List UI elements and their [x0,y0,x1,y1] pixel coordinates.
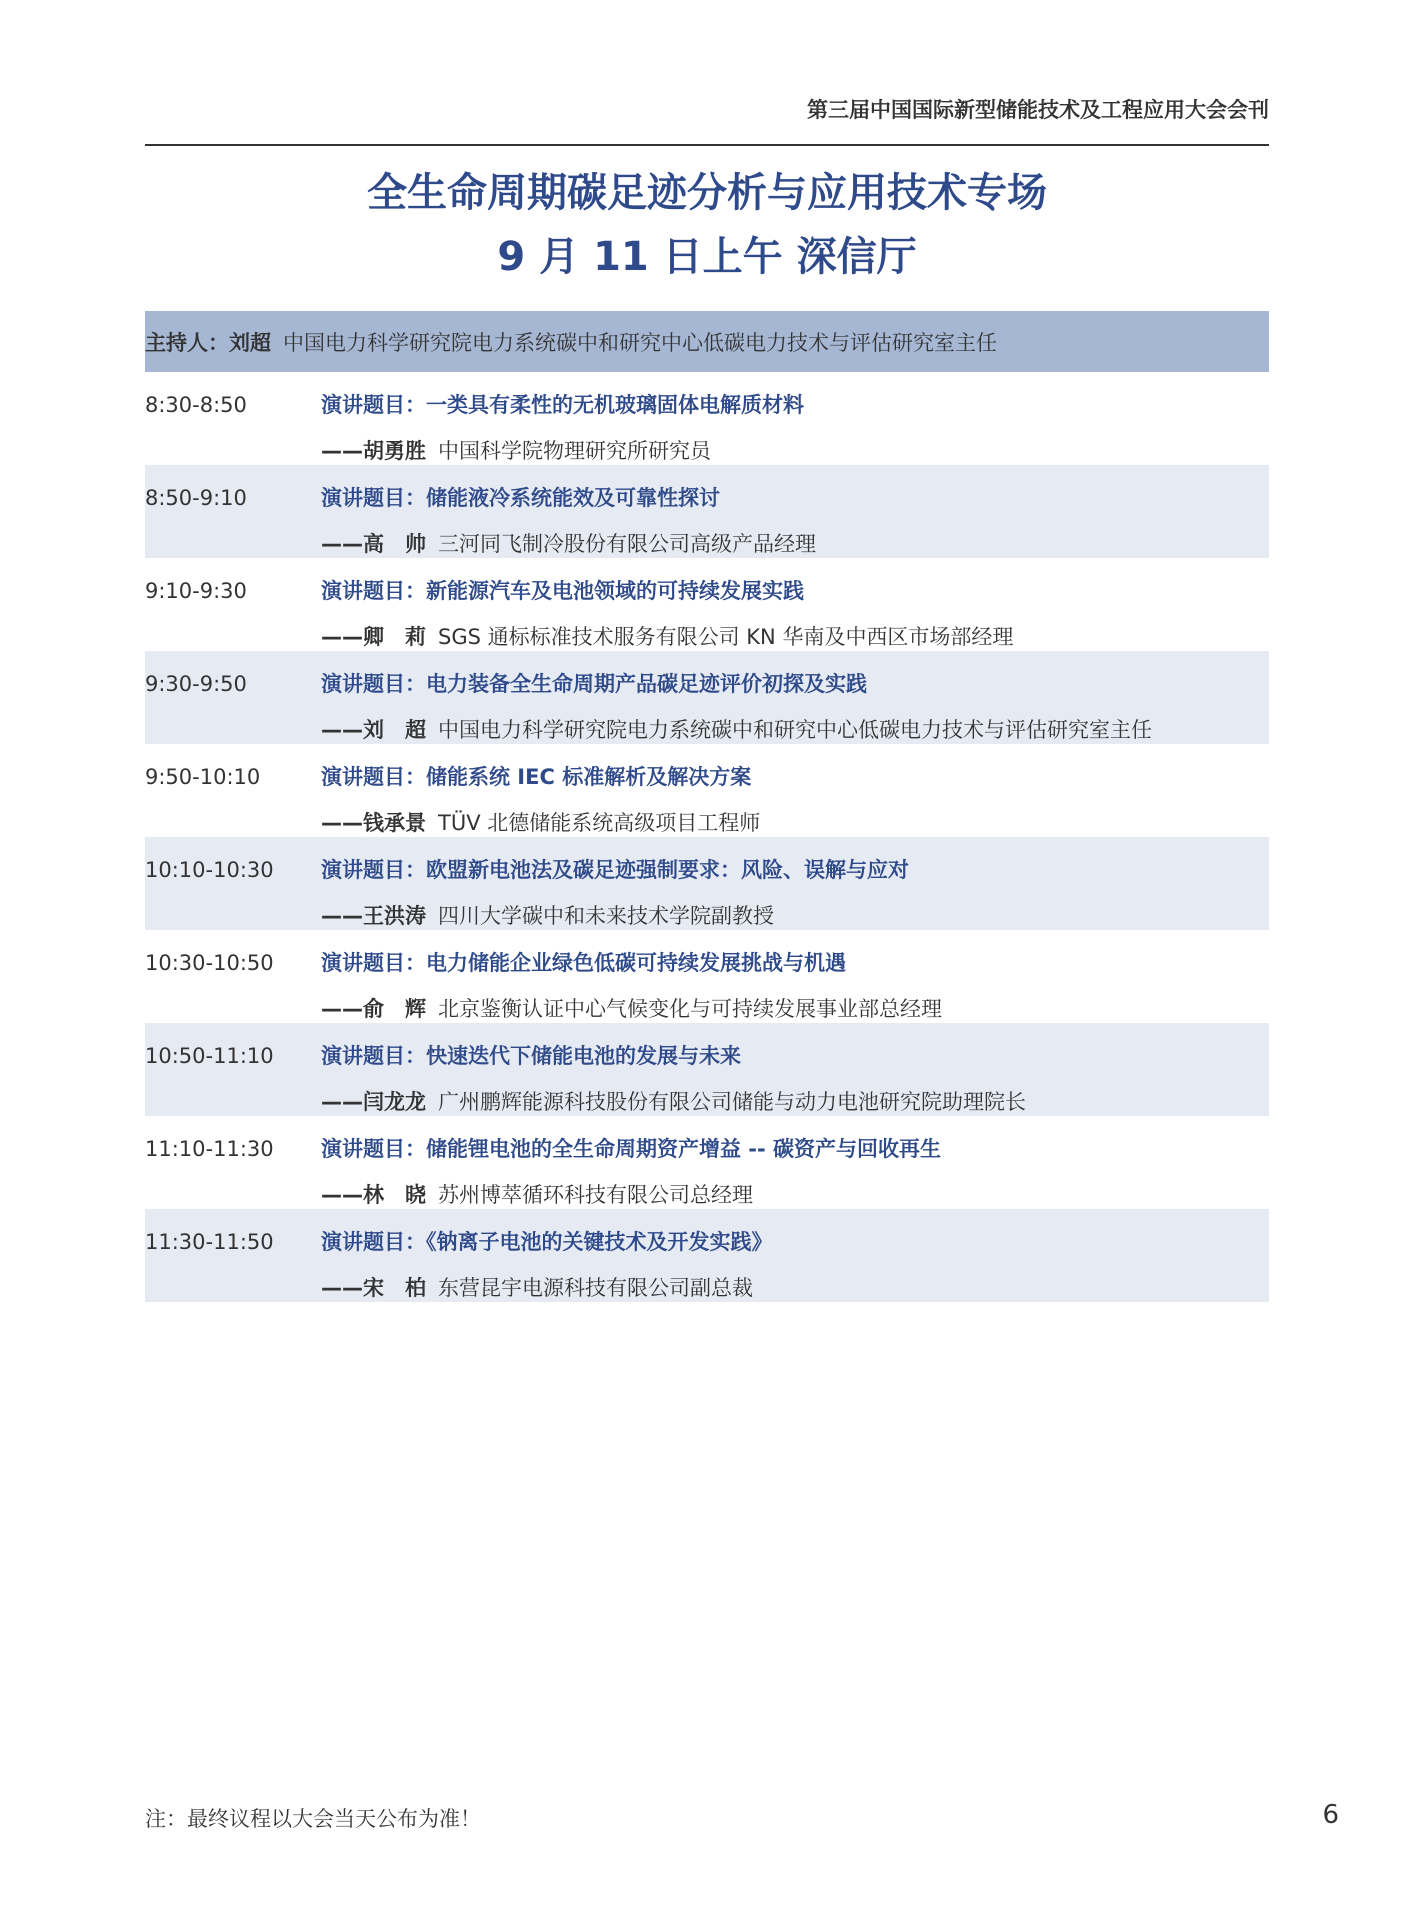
session-row [145,744,1269,837]
speaker-dash: —— [321,997,363,1021]
session-time: 9:10-9:30 [145,579,247,603]
speaker-name: 宋 柏 [363,1276,426,1300]
speaker-affiliation: 北京鉴衡认证中心气候变化与可持续发展事业部总经理 [438,997,942,1021]
session-time: 11:10-11:30 [145,1137,274,1161]
session-time: 10:10-10:30 [145,858,274,882]
speaker-name: 俞 辉 [363,997,426,1021]
session-topic: 演讲题目：快速迭代下储能电池的发展与未来 [321,1044,741,1068]
speaker-dash: —— [321,532,363,556]
speaker-affiliation: 四川大学碳中和未来技术学院副教授 [438,904,774,928]
session-topic: 演讲题目：一类具有柔性的无机玻璃固体电解质材料 [321,393,804,417]
session-row [145,1023,1269,1116]
session-speaker [321,624,1013,650]
session-speaker [321,438,711,464]
speaker-name: 高 帅 [363,532,426,556]
speaker-affiliation: SGS 通标标准技术服务有限公司 KN 华南及中西区市场部经理 [438,625,1014,649]
speaker-name: 刘 超 [363,718,426,742]
speaker-dash: —— [321,439,363,463]
session-topic: 演讲题目：新能源汽车及电池领域的可持续发展实践 [321,579,804,603]
speaker-affiliation: 中国电力科学研究院电力系统碳中和研究中心低碳电力技术与评估研究室主任 [438,718,1152,742]
host-name: 刘超 [229,330,271,355]
session-time: 10:50-11:10 [145,1044,274,1068]
speaker-name: 林 晓 [363,1183,426,1207]
session-topic: 演讲题目：电力储能企业绿色低碳可持续发展挑战与机遇 [321,951,846,975]
session-row [145,1116,1269,1209]
session-topic: 演讲题目：欧盟新电池法及碳足迹强制要求：风险、误解与应对 [321,858,909,882]
speaker-dash: —— [321,904,363,928]
session-speaker [321,996,942,1022]
session-topic: 演讲题目：电力装备全生命周期产品碳足迹评价初探及实践 [321,672,867,696]
session-date-venue: 9 月 11 日上午 深信厅 [497,234,917,280]
speaker-affiliation: 广州鹏辉能源科技股份有限公司储能与动力电池研究院助理院长 [438,1090,1026,1114]
session-title: 全生命周期碳足迹分析与应用技术专场 [367,170,1047,216]
session-time: 9:30-9:50 [145,672,247,696]
page-number: 6 [1322,1800,1339,1830]
session-row [145,372,1269,465]
speaker-affiliation: 中国科学院物理研究所研究员 [438,439,711,463]
session-topic: 演讲题目：《钠离子电池的关键技术及开发实践》 [321,1230,773,1254]
program-table [145,311,1269,1302]
speaker-name: 卿 莉 [363,625,426,649]
running-header-title: 第三届中国国际新型储能技术及工程应用大会会刊 [807,98,1269,122]
session-time: 8:30-8:50 [145,393,247,417]
footnote: 注：最终议程以大会当天公布为准！ [145,1807,481,1831]
host-label: 主持人： [145,330,229,355]
speaker-name: 钱承景 [363,811,426,835]
session-time: 9:50-10:10 [145,765,261,789]
session-speaker [321,1275,753,1301]
session-row [145,1209,1269,1302]
header-divider [145,144,1269,146]
session-time: 11:30-11:50 [145,1230,274,1254]
session-topic: 演讲题目：储能液冷系统能效及可靠性探讨 [321,486,720,510]
session-row [145,930,1269,1023]
speaker-name: 胡勇胜 [363,439,426,463]
session-speaker [321,1182,753,1208]
session-speaker [321,903,774,929]
speaker-dash: —— [321,1090,363,1114]
speaker-affiliation: 东营昆宇电源科技有限公司副总裁 [438,1276,753,1300]
speaker-affiliation: 三河同飞制冷股份有限公司高级产品经理 [438,532,816,556]
session-time: 10:30-10:50 [145,951,274,975]
session-row [145,651,1269,744]
speaker-affiliation: TÜV 北德储能系统高级项目工程师 [438,811,761,835]
speaker-dash: —— [321,625,363,649]
speaker-affiliation: 苏州博萃循环科技有限公司总经理 [438,1183,753,1207]
speaker-name: 闫龙龙 [363,1090,426,1114]
speaker-dash: —— [321,1276,363,1300]
session-row [145,558,1269,651]
session-row [145,837,1269,930]
speaker-dash: —— [321,718,363,742]
session-speaker [321,531,816,557]
speaker-dash: —— [321,1183,363,1207]
session-topic: 演讲题目：储能锂电池的全生命周期资产增益 -- 碳资产与回收再生 [321,1137,942,1161]
host-affiliation: 中国电力科学研究院电力系统碳中和研究中心低碳电力技术与评估研究室主任 [283,330,997,355]
host-row [145,311,1269,372]
session-speaker [321,1089,1026,1115]
session-speaker [321,810,760,836]
session-row [145,465,1269,558]
speaker-dash: —— [321,811,363,835]
speaker-name: 王洪涛 [363,904,426,928]
session-time: 8:50-9:10 [145,486,247,510]
session-speaker [321,717,1152,743]
session-topic: 演讲题目：储能系统 IEC 标准解析及解决方案 [321,765,752,789]
